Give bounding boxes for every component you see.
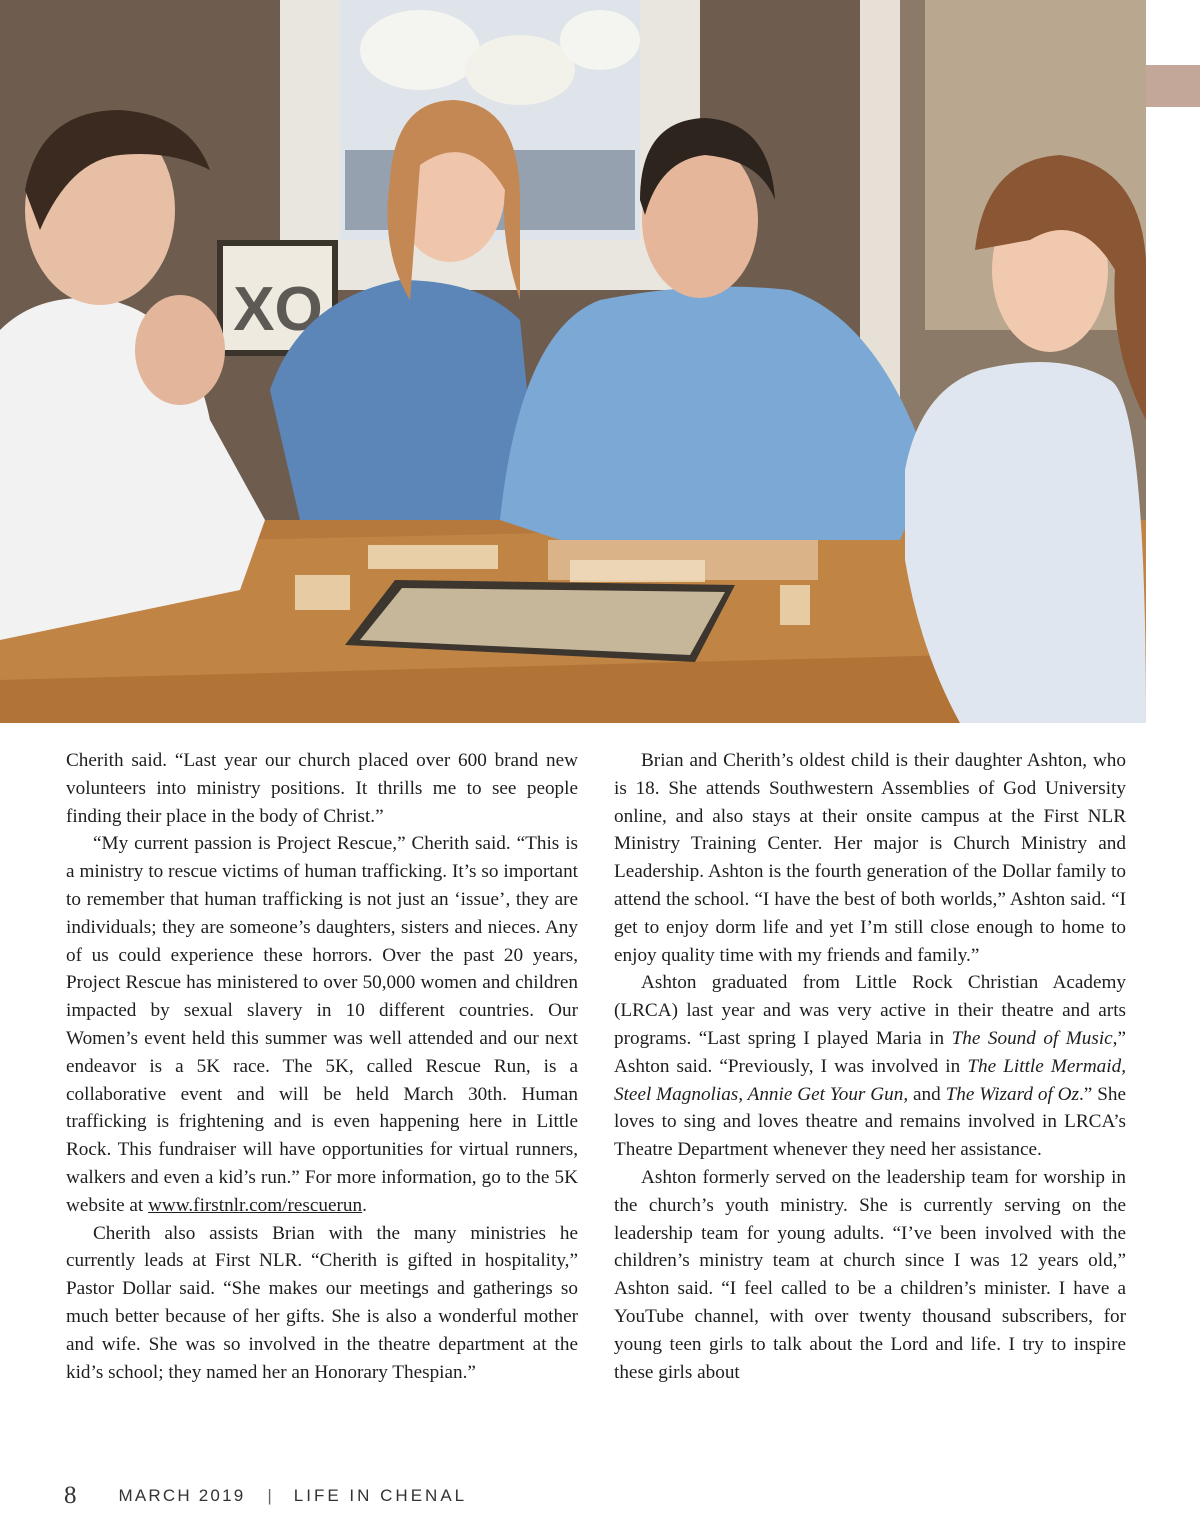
article-left-column (66, 747, 578, 1386)
rescue-run-link[interactable]: www.firstnlr.com/rescuerun (148, 1194, 363, 1216)
article-paragraph (66, 747, 578, 830)
paragraph-text: Cherith also assists Brian with the many ministries he currently leads at First NLR. “Cherith is gifted in hospitality,” Pastor Dollar said. “She makes our meetings and gatherings so much better because of her gifts. She is also a wonderful mother and wife. She was so involved in the theatre department at the kid’s school; they named her an Honorary Thespian.” (66, 1222, 578, 1383)
paragraph-text: and (908, 1083, 946, 1105)
page-footer (64, 1480, 467, 1512)
page-number: 8 (64, 1482, 77, 1509)
xo-sign-text: XO (233, 275, 323, 344)
paragraph-text: .” She loves to sing and loves theatre and remains involved in LRCA’s Theatre Department whenever they need her assistance. (614, 1083, 1126, 1161)
italic-title: The Sound of Music (951, 1027, 1113, 1049)
magazine-name: LIFE IN CHENAL (293, 1486, 468, 1505)
article-paragraph (614, 1164, 1126, 1386)
article-paragraph (66, 1220, 578, 1387)
paragraph-text: Ashton graduated from Little Rock Christian Academy (LRCA) last year and was very active in their theatre and arts programs. “Last spring I played Maria in (614, 972, 1126, 1049)
article-right-column (614, 747, 1126, 1386)
side-accent-tab (1146, 65, 1200, 107)
paragraph-text: . (362, 1194, 367, 1216)
family-scrabble-photo-icon (0, 0, 1146, 723)
article-paragraph (614, 969, 1126, 1164)
footer-separator: | (267, 1486, 272, 1505)
paragraph-text: ,” Ashton said. “Previously, I was involved in (614, 1027, 1126, 1077)
paragraph-text: Cherith said. “Last year our church placed over 600 brand new volunteers into ministry positions. It thrills me to see people finding their place in the body of Christ.” (66, 750, 578, 827)
family-photo (0, 0, 1146, 723)
italic-title: The Wizard of Oz (945, 1083, 1079, 1105)
italic-title: The Little Mermaid, Steel Magnolias, Annie Get Your Gun, (614, 1055, 1126, 1105)
article-paragraph (614, 747, 1126, 969)
paragraph-text: Ashton formerly served on the leadership team for worship in the church’s youth ministry. She is currently serving on the leadership team for young adults. “I’ve been involved with the children’s ministry team at church since I was 12 years old,” Ashton said. “I feel called to be a children’s minister. I have a YouTube channel, with over twenty thousand subscribers, for young teen girls to talk about the Lord and life. I try to inspire these girls about (614, 1166, 1126, 1383)
person-daughter (905, 362, 1146, 723)
issue-date: MARCH 2019 (118, 1486, 246, 1505)
paragraph-text: Brian and Cherith’s oldest child is their daughter Ashton, who is 18. She attends Southwestern Assemblies of God University online, and also stays at their onsite campus at the First NLR Ministry Training Center. Her major is Church Ministry and Leadership. Ashton is the fourth generation of the Dollar family to attend the school. “I have the best of both worlds,” Ashton said. “I get to enjoy dorm life and yet I’m still close enough to home to enjoy quality time with my friends and family.” (614, 750, 1126, 966)
article-paragraph (66, 830, 578, 1219)
paragraph-text: “My current passion is Project Rescue,” Cherith said. “This is a ministry to rescue victims of human trafficking. It’s so important to remember that human trafficking is not just an ‘issue’, they are individuals; they are someone’s daughters, sisters and nieces. Any of us could experience these horrors. Over the past 20 years, Project Rescue has ministered to over 50,000 women and children impacted by sexual slavery in 10 different countries. Our Women’s event held this summer was well attended and our next endeavor is a 5K race. The 5K, called Rescue Run, is a collaborative event and will be held March 30th. Human trafficking is frightening and is even happening here in Little Rock. This fundraiser will have opportunities for virtual runners, walkers and even a kid’s run.” For more information, go to the 5K website at (66, 833, 578, 1216)
